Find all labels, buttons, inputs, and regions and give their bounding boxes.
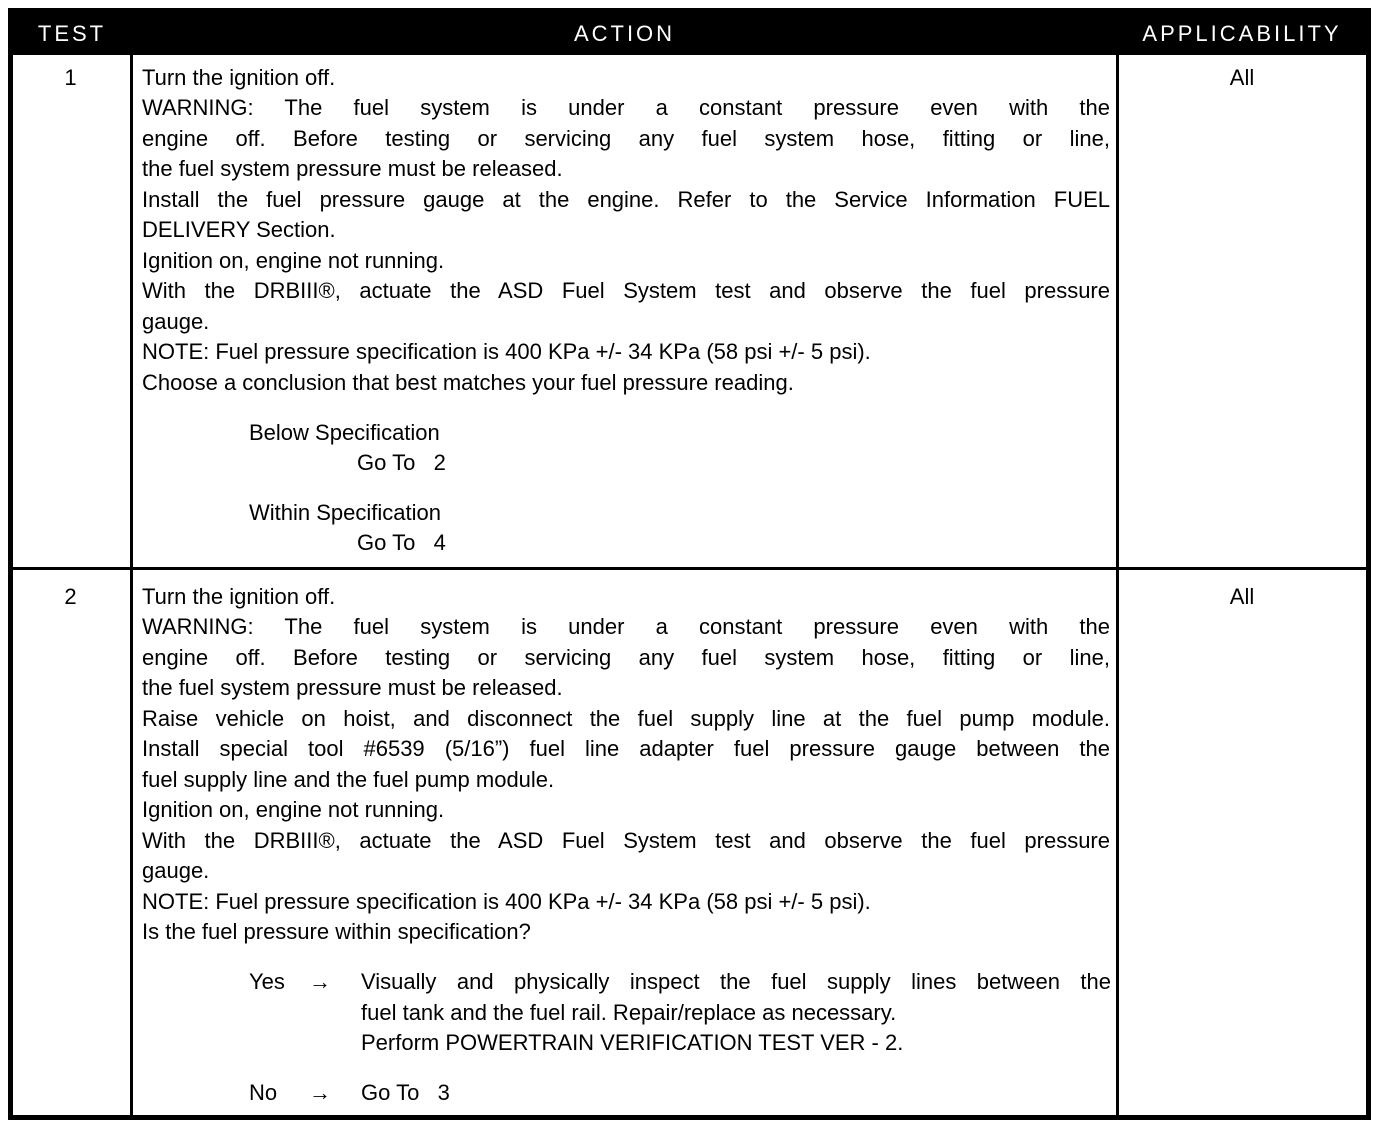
action-line: Ignition on, engine not running. (142, 248, 445, 273)
header-action: ACTION (573, 21, 676, 46)
warning-line: the fuel system pressure must be released. (142, 675, 563, 700)
test-number: 2 (64, 584, 77, 609)
header-applicability: APPLICABILITY (1142, 21, 1342, 46)
yes-label: Yes (249, 969, 285, 994)
note-line: NOTE: Fuel pressure specification is 400 KPa +/- 34 KPa (58 psi +/- 5 psi). (142, 889, 871, 914)
yes-result-line: Visually and physically inspect the fuel supply lines between the (361, 969, 1111, 994)
no-result: Go To 3 (361, 1080, 450, 1105)
row-divider (13, 567, 1366, 570)
option-goto: Go To 2 (357, 450, 446, 475)
arrow-icon: → (309, 1080, 331, 1105)
test-number: 1 (64, 65, 77, 90)
action-line: gauge. (142, 858, 210, 883)
action-line: Raise vehicle on hoist, and disconnect the fuel supply line at the fuel pump module. (142, 706, 1110, 731)
action-line: With the DRBIII®, actuate the ASD Fuel System test and observe the fuel pressure (142, 278, 1110, 303)
header-test: TEST (37, 21, 107, 46)
yes-result-line: Perform POWERTRAIN VERIFICATION TEST VER - 2. (361, 1030, 904, 1055)
action-line: Is the fuel pressure within specification? (142, 919, 531, 944)
warning-line: WARNING: The fuel system is under a constant pressure even with the (142, 614, 1110, 639)
column-divider (130, 55, 133, 1115)
note-line: NOTE: Fuel pressure specification is 400 KPa +/- 34 KPa (58 psi +/- 5 psi). (142, 339, 871, 364)
diagnostic-table (8, 8, 1371, 1120)
action-line: Turn the ignition off. (142, 584, 336, 609)
arrow-icon: → (309, 969, 331, 994)
applicability-value: All (1229, 65, 1255, 90)
warning-line: engine off. Before testing or servicing any fuel system hose, fitting or line, (142, 126, 1110, 151)
action-line: Turn the ignition off. (142, 65, 336, 90)
warning-line: the fuel system pressure must be released. (142, 156, 563, 181)
action-line: With the DRBIII®, actuate the ASD Fuel System test and observe the fuel pressure (142, 828, 1110, 853)
action-line: DELIVERY Section. (142, 217, 336, 242)
yes-result-line: fuel tank and the fuel rail. Repair/replace as necessary. (361, 1000, 897, 1025)
action-line: Install special tool #6539 (5/16”) fuel line adapter fuel pressure gauge between the (142, 736, 1110, 761)
action-line: Choose a conclusion that best matches your fuel pressure reading. (142, 370, 794, 395)
action-line: fuel supply line and the fuel pump module. (142, 767, 555, 792)
warning-line: engine off. Before testing or servicing any fuel system hose, fitting or line, (142, 645, 1110, 670)
option-goto: Go To 4 (357, 530, 446, 555)
action-line: gauge. (142, 309, 210, 334)
no-label: No (249, 1080, 278, 1105)
action-line: Ignition on, engine not running. (142, 797, 445, 822)
applicability-value: All (1229, 584, 1255, 609)
option-label: Below Specification (249, 420, 440, 445)
warning-line: WARNING: The fuel system is under a constant pressure even with the (142, 95, 1110, 120)
action-line: Install the fuel pressure gauge at the engine. Refer to the Service Information FUEL (142, 187, 1110, 212)
table-header (13, 13, 1366, 55)
option-label: Within Specification (249, 500, 441, 525)
